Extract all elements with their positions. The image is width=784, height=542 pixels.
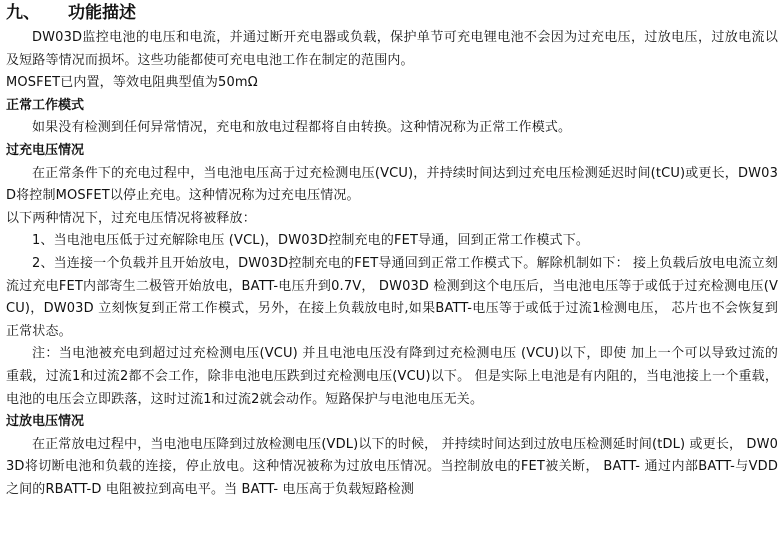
normal-mode-heading: 正常工作模式: [6, 97, 85, 113]
overcharge-heading: 过充电压情况: [6, 142, 85, 158]
overcharge-paragraph: 在正常条件下的充电过程中，当电池电压高于过充检测电压(VCU)，并持续时间达到过充电压检测延迟时间(tCU)或更长，DW03D将控制MOSFET以停止充电。这种情况称为过充电压情况。: [6, 165, 778, 204]
normal-mode-paragraph: 如果没有检测到任何异常情况，充电和放电过程都将自由转换。这种情况称为正常工作模式。: [32, 120, 572, 136]
overcharge-release-intro: 以下两种情况下，过充电压情况将被释放：: [6, 210, 256, 226]
section-title: [6, 0, 778, 27]
overdischarge-heading: 过放电压情况: [6, 414, 85, 430]
overcharge-release-item-2: 2、当连接一个负载并且开始放电，DW03D控制充电的FET导通回到正常工作模式下。解除机制如下： 接上负载后放电电流立刻流过充电FET内部寄生二极管开始放电，BATT-电压升到0.7V， DW03D 检测到这个电压后，当电池电压等于或低于过充检测电压(VCU)，DW03D 立刻恢复到正常工作模式，另外，在接上负载放电时,如果BATT-电压等于或低于过流1检测电压， 芯片也不会恢复到正常状态。: [6, 255, 778, 339]
section-title-text: 功能描述: [68, 3, 136, 23]
overcharge-note: 注：当电池被充电到超过过充检测电压(VCU) 并且电池电压没有降到过充检测电压 (VCU)以下，即使 加上一个可以导致过流的重载，过流1和过流2都不会工作，除非电池电压跌到过充检测电压(VCU)以下。 但是实际上电池是有内阻的，当电池接上一个重载，电池的电压会立即跌落，这时过流1和过流2就会动作。短路保护与电池电压无关。: [6, 346, 778, 407]
mosfet-paragraph: MOSFET已内置，等效电阻典型值为50mΩ: [6, 75, 258, 91]
intro-paragraph: DW03D监控电池的电压和电流，并通过断开充电器或负载，保护单节可充电锂电池不会因为过充电压，过放电压，过放电流以及短路等情况而损坏。这些功能都使可充电电池工作在制定的范围内。: [6, 30, 778, 68]
overdischarge-paragraph: 在正常放电过程中，当电池电压降到过放检测电压(VDL)以下的时候， 并持续时间达到过放电压检测延时间(tDL) 或更长， DW03D将切断电池和负载的连接，停止放电。这种情况被称为过放电压情况。当控制放电的FET被关断， BATT- 通过内部BATT-与VDD之间的RBATT-D 电阻被拉到高电平。当 BATT- 电压高于负载短路检测: [6, 436, 778, 497]
section-number: 九、: [6, 3, 40, 23]
overcharge-release-item-1: 1、当电池电压低于过充解除电压 (VCL)，DW03D控制充电的FET导通，回到正常工作模式下。: [32, 233, 590, 249]
